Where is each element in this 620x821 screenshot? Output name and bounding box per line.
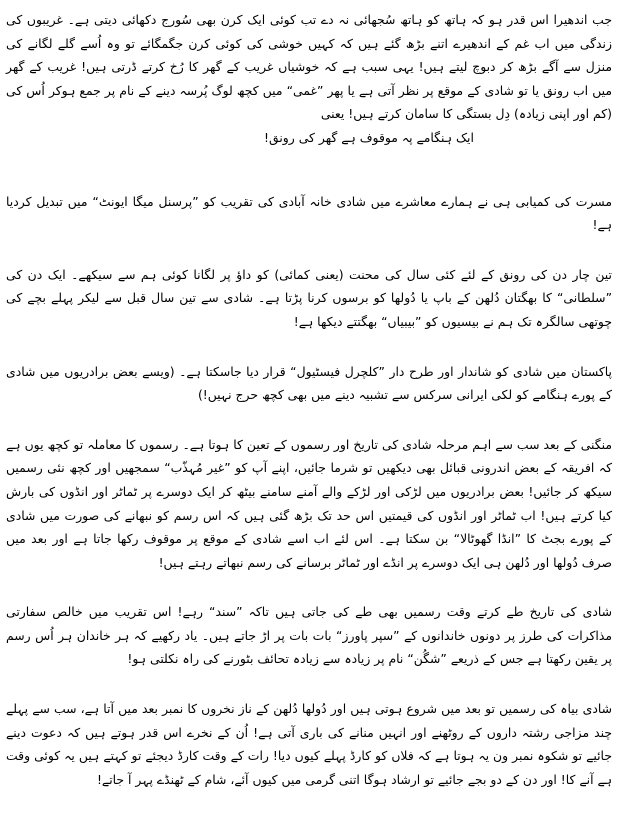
paragraph-date-setting: شادی کی تاریخ طے کرتے وقت رسمیں بھی طے کی جاتی ہیں تاکہ ”سند“ رہے! اس تقریب میں خالص سفارتی مذاکرات کی طرز پر دونوں خاندانوں کے ”سپر پاورز“ بات بات پر اڑ جاتے ہیں۔ یاد رکھیے کہ ہر خاندان ہر اُس رسم پر یقین رکھتا ہے جس کے ذریعے ”شگُن“ نام پر زیادہ سے زیادہ تحائف بٹورنے کی راہ نکلتی ہو! bbox=[6, 604, 612, 667]
verse-line: ایک ہنگامے پہ موقوف ہے گھر کی رونق! bbox=[264, 129, 474, 145]
document-page bbox=[6, 8, 612, 791]
paragraph-expenses: تین چار دن کی رونق کے لئے کئی سال کی محنت (یعنی کمائی) کو داؤ پر لگانا کوئی ہم سے سیکھے۔ ایک دن کی ”سلطانی“ کا بھگتان دُلھن کے باپ یا دُولھا کو برسوں کرنا پڑتا ہے۔ شادی سے تین سال قبل سے لیکر پہلے بچے کی چوتھی سالگرہ تک ہم نے بیسیوں کو ”بیبیاں“ بھگتتے دیکھا ہے! bbox=[6, 266, 612, 329]
paragraph-wedding-event: مسرت کی کمیابی ہی نے ہمارے معاشرے میں شادی خانہ آبادی کی تقریب کو ”پرسنل میگا ایونٹ“ میں تبدیل کردیا ہے! bbox=[6, 193, 612, 233]
paragraph-customs: منگنی کے بعد سب سے اہم مرحلہ شادی کی تاریخ اور رسموں کے تعین کا ہوتا ہے۔ رسموں کا معاملہ تو کچھ یوں ہے کہ افریقہ کے بعض اندرونی قبائل بھی دیکھیں تو شرما جائیں، اپنے آپ کو ”غیر مُہذّب“ سمجھیں اور کچھ نئی رسمیں سیکھ کر جائیں! بعض برادریوں میں لڑکی اور لڑکے والے آمنے سامنے بیٹھ کر ایک دوسرے پر ٹماٹر اور انڈوں کی بارش کیا کرتے ہیں! اب ٹماٹر اور انڈوں کی قیمتیں اس حد تک بڑھ گئی ہیں کہ اس رسم کو نبھانے کی صورت میں شادی کے پورے بجٹ کا ”انڈا گھوٹالا“ بن سکتا ہے۔ اس لئے اب اسے شادی کے موقع پر موقوف رکھا جاتا ہے اور بعد میں صرف دُولھا اور دُلھن ہی ایک دوسرے پر انڈے اور ٹماٹر برسانے کی رسم نبھاتے رہتے ہیں! bbox=[6, 436, 612, 570]
paragraph-intro: جب اندھیرا اس قدر ہو کہ ہاتھ کو ہاتھ سُجھائی نہ دے تب کوئی ایک کرن بھی سُورج دکھائی دیتی ہے۔ غریبوں کی زندگی میں اب غم کے اندھیرے اتنے بڑھ گئے ہیں کہ کہیں خوشی کی کوئی کرن جگمگائے تو وہ اُسے گلے لگانے کی منزل سے آگے بڑھ کر دبوچ لیتے ہیں! یہی سبب ہے کہ خوشیاں غریب کے گھر کا رُخ کرتے ڈرتی ہیں! غریب کے گھر میں اب رونق یا تو شادی کے موقع پر نظر آتی ہے یا پھر ”غمی“ میں کچھ لوگ پُرسہ دینے کے نام پر جمع ہوکر اُس کی (کم اور اپنی زیادہ) دِل بستگی کا سامان کرتے ہیں! یعنی bbox=[6, 12, 612, 122]
paragraph-relatives: شادی بیاہ کی رسمیں تو بعد میں شروع ہوتی ہیں اور دُولھا دُلھن کے ناز نخروں کا نمبر بعد میں آتا ہے، سب سے پہلے چند مزاجی رشتہ داروں کے روٹھنے اور انہیں منانے کی باری آتی ہے! اُن کے نخرے اس قدر ہوتے ہیں کہ دعوت دینے جائیے تو شکوہ نمبر ون یہ ہوتا ہے کہ فلاں کو کارڈ پہلے کیوں دیا! رات کے وقت کارڈ دیجئے تو کہتے ہیں یہ کوئی وقت ہے آنے کا! اور دن کے دو بجے جائیے تو ارشاد ہوگا اتنی گرمی میں کیوں آئے، شام کے ٹھنڈے پہر آ جاتے! bbox=[6, 701, 612, 787]
paragraph-cultural-festival: پاکستان میں شادی کو شاندار اور طرح دار ”کلچرل فیسٹیول“ قرار دیا جاسکتا ہے۔ (ویسے بعض برادریوں میں شادی کے پورے ہنگامے کو لکی ایرانی سرکس سے تشبیہ دینے میں بھی کچھ حرج نہیں!) bbox=[6, 363, 612, 403]
